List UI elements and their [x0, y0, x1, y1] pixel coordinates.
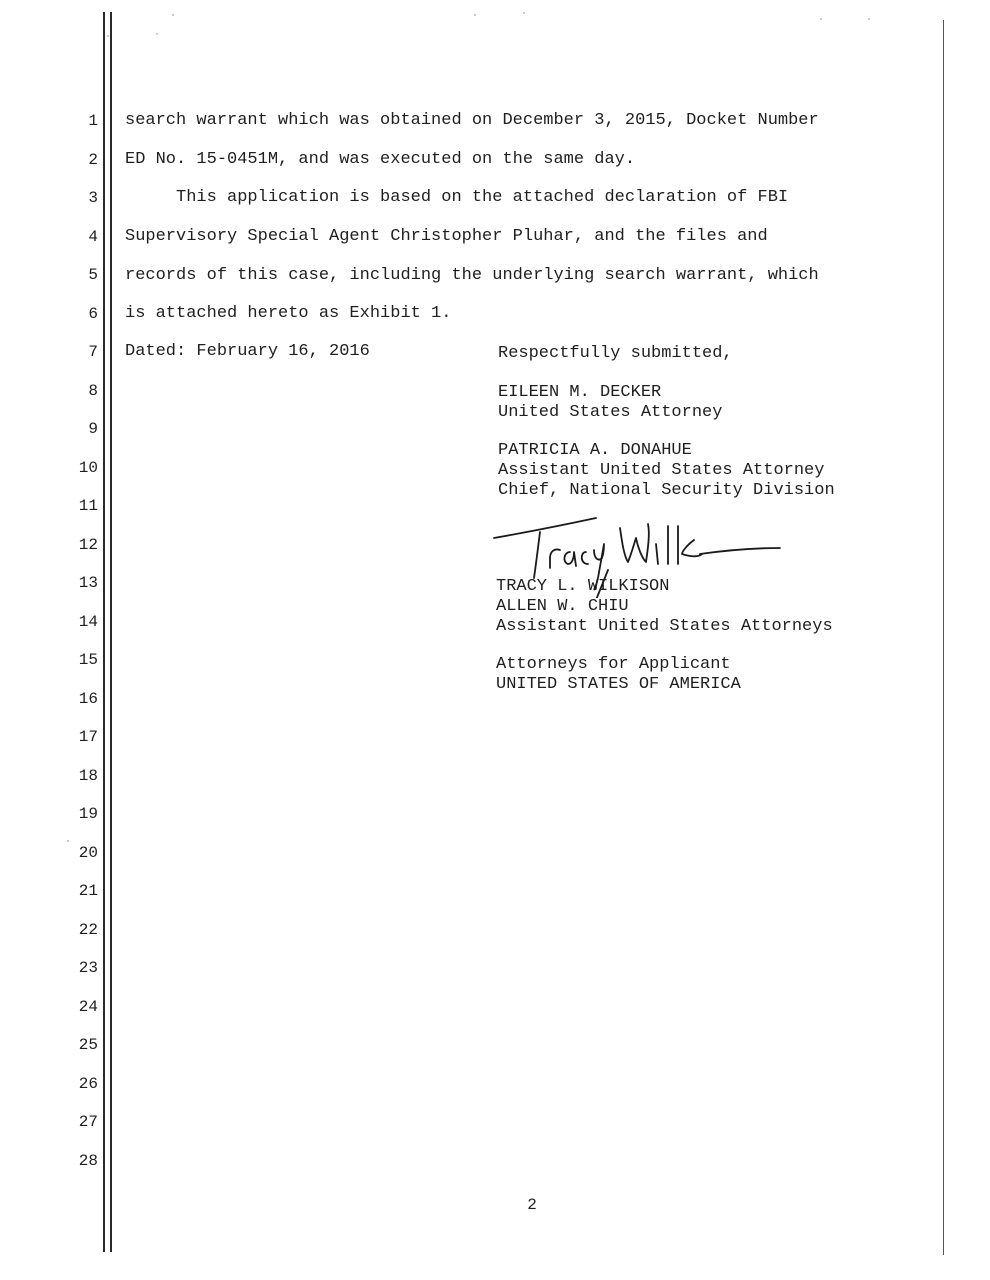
signer-1: TRACY L. WILKISON	[496, 577, 670, 596]
line-number: 21	[78, 882, 98, 900]
line-number: 19	[78, 805, 98, 823]
line-number: 7	[88, 343, 98, 361]
line-number: 16	[78, 690, 98, 708]
line-number: 22	[78, 921, 98, 939]
line-number: 12	[78, 536, 98, 554]
ausa-title: Assistant United States Attorney	[498, 461, 825, 480]
line-number: 5	[88, 266, 98, 284]
line-number: 26	[78, 1075, 98, 1093]
signers-title: Assistant United States Attorneys	[496, 617, 833, 636]
body-line-1: search warrant which was obtained on December 3, 2015, Docket Number	[125, 111, 819, 130]
line-number: 23	[78, 959, 98, 977]
line-number: 15	[78, 651, 98, 669]
body-line-2: ED No. 15-0451M, and was executed on the same day.	[125, 150, 636, 169]
us-attorney-name: EILEEN M. DECKER	[498, 383, 662, 402]
body-line-6: is attached hereto as Exhibit 1.	[125, 304, 452, 323]
body-line-3: This application is based on the attached declaration of FBI	[125, 188, 789, 207]
ausa-name: PATRICIA A. DONAHUE	[498, 441, 692, 460]
line-number: 8	[88, 382, 98, 400]
body-line-4: Supervisory Special Agent Christopher Pluhar, and the files and	[125, 227, 768, 246]
line-number: 11	[78, 497, 98, 515]
line-number: 6	[88, 305, 98, 323]
body-line-5: records of this case, including the underlying search warrant, which	[125, 266, 819, 285]
dated-line: Dated: February 16, 2016	[125, 342, 370, 361]
line-number: 18	[78, 767, 98, 785]
line-number: 4	[88, 228, 98, 246]
right-margin-rule	[943, 20, 944, 1255]
page-number: 2	[527, 1196, 537, 1214]
applicant: UNITED STATES OF AMERICA	[496, 675, 741, 694]
line-number: 1	[88, 112, 98, 130]
signer-2: ALLEN W. CHIU	[496, 597, 629, 616]
ausa-division: Chief, National Security Division	[498, 481, 835, 500]
line-number: 13	[78, 574, 98, 592]
us-attorney-title: United States Attorney	[498, 403, 723, 422]
line-number: 3	[88, 189, 98, 207]
line-number: 25	[78, 1036, 98, 1054]
line-number: 14	[78, 613, 98, 631]
line-number: 27	[78, 1113, 98, 1131]
line-number: 10	[78, 459, 98, 477]
left-margin-rule-outer	[103, 12, 105, 1252]
line-number: 9	[88, 420, 98, 438]
line-number: 28	[78, 1152, 98, 1170]
line-number: 17	[78, 728, 98, 746]
closing: Respectfully submitted,	[498, 344, 733, 363]
attorneys-for: Attorneys for Applicant	[496, 655, 731, 674]
line-number: 24	[78, 998, 98, 1016]
left-margin-rule-inner	[110, 12, 112, 1252]
line-number: 2	[88, 151, 98, 169]
line-number: 20	[78, 844, 98, 862]
